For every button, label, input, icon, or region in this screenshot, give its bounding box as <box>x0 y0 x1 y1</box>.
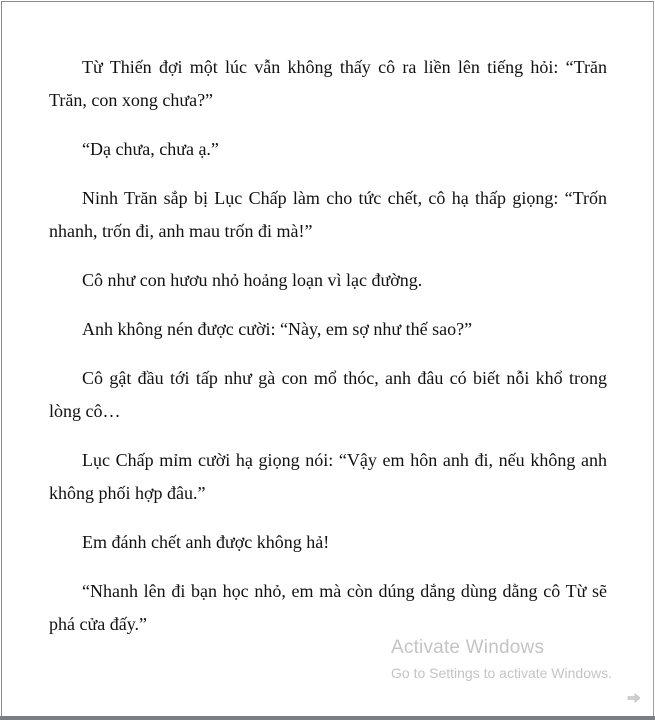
document-body <box>49 51 607 657</box>
activate-windows-watermark <box>391 636 612 683</box>
paragraph: Ninh Trăn sắp bị Lục Chấp làm cho tức chết, cô hạ thấp giọng: “Trốn nhanh, trốn đi, anh mau trốn đi mà!” <box>49 188 607 241</box>
paragraph: Từ Thiến đợi một lúc vẫn không thấy cô ra liền lên tiếng hỏi: “Trăn Trăn, con xong chưa?” <box>49 57 607 110</box>
watermark-subtitle: Go to Settings to activate Windows. <box>391 665 612 681</box>
paragraph: Em đánh chết anh được không hả! <box>82 532 330 552</box>
window-bottom-border <box>0 716 655 720</box>
paragraph: Anh không nén được cười: “Này, em sợ như thế sao?” <box>82 319 473 339</box>
paragraph: Lục Chấp mỉm cười hạ giọng nói: “Vậy em hôn anh đi, nếu không anh không phối hợp đâu.” <box>49 450 607 503</box>
paragraph: “Dạ chưa, chưa ạ.” <box>82 139 219 159</box>
paragraph: Cô gật đầu tới tấp như gà con mổ thóc, anh đâu có biết nỗi khổ trong lòng cô… <box>49 368 607 421</box>
document-page <box>1 1 654 719</box>
paragraph: Cô như con hươu nhỏ hoảng loạn vì lạc đường. <box>82 270 423 290</box>
paragraph: “Nhanh lên đi bạn học nhỏ, em mà còn dúng dắng dùng dằng cô Từ sẽ phá cửa đấy.” <box>49 581 607 634</box>
watermark-title: Activate Windows <box>391 637 545 658</box>
resize-arrow-icon[interactable] <box>627 693 641 703</box>
